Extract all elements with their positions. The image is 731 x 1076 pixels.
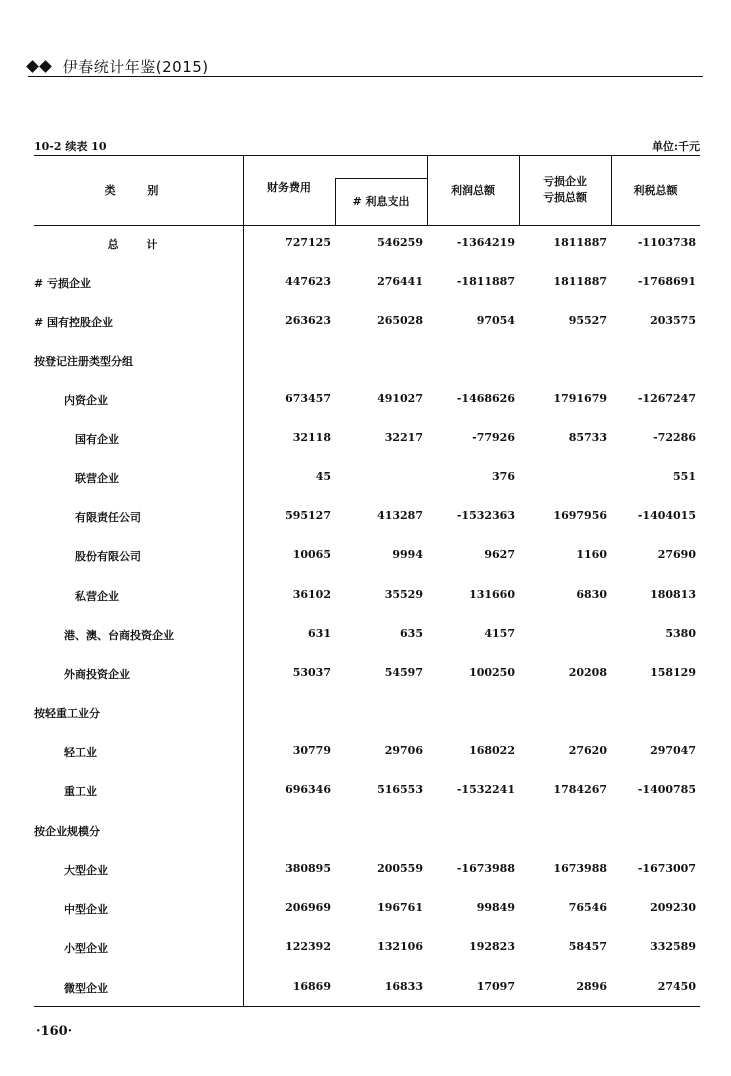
table-row — [34, 392, 700, 412]
cell-finance-cost: 696346 — [285, 783, 331, 796]
header-rule — [28, 76, 703, 77]
cell-finance-cost: 53037 — [292, 666, 331, 679]
cell-interest: 35529 — [384, 588, 423, 601]
running-header — [28, 56, 209, 77]
table-bottom-rule — [34, 1006, 700, 1007]
row-label: 中型企业 — [64, 903, 108, 916]
row-label: 微型企业 — [64, 982, 108, 995]
cell-loss: 2896 — [576, 980, 607, 993]
cell-interest: 132106 — [377, 940, 423, 953]
cell-loss: 1811887 — [553, 275, 607, 288]
cell-finance-cost: 206969 — [285, 901, 331, 914]
diamond-icon — [26, 60, 39, 73]
table-row — [34, 353, 700, 373]
row-label: # 亏损企业 — [34, 277, 92, 290]
cell-tax: 332589 — [650, 940, 696, 953]
header-interest: # 利息支出 — [352, 195, 410, 208]
cell-interest: 200559 — [377, 862, 423, 875]
cell-loss: 58457 — [568, 940, 607, 953]
cell-tax: 27690 — [657, 548, 696, 561]
cell-finance-cost: 45 — [315, 470, 331, 483]
section-label: 按轻重工业分 — [34, 707, 100, 720]
row-label: # 国有控股企业 — [34, 316, 114, 329]
row-label: 大型企业 — [64, 864, 108, 877]
cell-tax: -1404015 — [637, 509, 696, 522]
row-label: 重工业 — [64, 785, 97, 798]
cell-profit: 97054 — [476, 314, 515, 327]
header-loss — [519, 174, 611, 206]
table-row — [34, 666, 700, 686]
row-label: 总 计 — [107, 238, 170, 251]
cell-finance-cost: 10065 — [292, 548, 331, 561]
cell-loss: 1811887 — [553, 236, 607, 249]
cell-finance-cost: 727125 — [285, 236, 331, 249]
cell-loss: 20208 — [568, 666, 607, 679]
cell-loss: 1791679 — [553, 392, 607, 405]
cell-finance-cost: 30779 — [292, 744, 331, 757]
table-row — [34, 940, 700, 960]
cell-interest: 413287 — [377, 509, 423, 522]
cell-finance-cost: 16869 — [292, 980, 331, 993]
cell-profit: 131660 — [469, 588, 515, 601]
cell-finance-cost: 673457 — [285, 392, 331, 405]
cell-tax: -72286 — [653, 431, 696, 444]
cell-interest: 9994 — [392, 548, 423, 561]
cell-finance-cost: 36102 — [292, 588, 331, 601]
cell-profit: -1532241 — [456, 783, 515, 796]
table-row — [34, 314, 700, 334]
table-row — [34, 548, 700, 568]
cell-finance-cost: 122392 — [285, 940, 331, 953]
cell-tax: 209230 — [650, 901, 696, 914]
cell-profit: 376 — [492, 470, 515, 483]
table-row — [34, 862, 700, 882]
table-row — [34, 236, 700, 256]
cell-loss: 1697956 — [553, 509, 607, 522]
cell-tax: 158129 — [650, 666, 696, 679]
yearbook-title: 伊春统计年鉴(2015) — [62, 58, 209, 76]
cell-finance-cost: 380895 — [285, 862, 331, 875]
cell-tax: 27450 — [657, 980, 696, 993]
row-label: 联营企业 — [75, 472, 119, 485]
cell-finance-cost: 32118 — [292, 431, 331, 444]
cell-tax: 551 — [673, 470, 696, 483]
cell-profit: -77926 — [472, 431, 515, 444]
row-label: 国有企业 — [75, 433, 119, 446]
cell-finance-cost: 263623 — [285, 314, 331, 327]
cell-interest: 635 — [400, 627, 423, 640]
subheader-rule — [335, 178, 427, 179]
cell-tax: 5380 — [665, 627, 696, 640]
cell-interest: 265028 — [377, 314, 423, 327]
cell-interest: 516553 — [377, 783, 423, 796]
row-label: 内资企业 — [64, 394, 108, 407]
cell-interest: 276441 — [377, 275, 423, 288]
table-row — [34, 744, 700, 764]
table-id: 10-2 续表 10 — [34, 140, 107, 153]
table-header-rule — [34, 225, 700, 226]
cell-interest: 54597 — [384, 666, 423, 679]
cell-profit: 4157 — [484, 627, 515, 640]
cell-profit: -1532363 — [456, 509, 515, 522]
cell-loss: 1160 — [576, 548, 607, 561]
cell-tax: 203575 — [650, 314, 696, 327]
cell-tax: -1768691 — [637, 275, 696, 288]
cell-profit: 100250 — [469, 666, 515, 679]
cell-profit: 192823 — [469, 940, 515, 953]
table-top-rule — [34, 155, 700, 156]
header-tax: 利税总额 — [633, 184, 678, 197]
header-profit: 利润总额 — [451, 184, 495, 197]
cell-loss: 6830 — [576, 588, 607, 601]
table-row — [34, 980, 700, 1000]
table-row — [34, 627, 700, 647]
section-label: 按企业规模分 — [34, 825, 100, 838]
cell-interest: 16833 — [384, 980, 423, 993]
cell-tax: 297047 — [650, 744, 696, 757]
header-category: 类 别 — [104, 184, 173, 197]
cell-loss: 85733 — [568, 431, 607, 444]
page-number: ·160· — [36, 1024, 73, 1039]
cell-profit: 17097 — [476, 980, 515, 993]
cell-interest: 29706 — [384, 744, 423, 757]
cell-profit: -1364219 — [456, 236, 515, 249]
cell-profit: 9627 — [484, 548, 515, 561]
cell-loss: 76546 — [568, 901, 607, 914]
diamond-icon — [39, 60, 52, 73]
cell-tax: -1673007 — [637, 862, 696, 875]
cell-tax: -1400785 — [637, 783, 696, 796]
section-label: 按登记注册类型分组 — [34, 355, 133, 368]
cell-loss: 27620 — [568, 744, 607, 757]
cell-finance-cost: 595127 — [285, 509, 331, 522]
cell-profit: 168022 — [469, 744, 515, 757]
cell-loss: 95527 — [568, 314, 607, 327]
table-row — [34, 275, 700, 295]
cell-interest: 32217 — [384, 431, 423, 444]
unit-label: 单位:千元 — [651, 140, 700, 153]
cell-tax: -1103738 — [637, 236, 696, 249]
cell-loss: 1784267 — [553, 783, 607, 796]
table-row — [34, 705, 700, 725]
table-row — [34, 783, 700, 803]
row-label: 私营企业 — [75, 590, 119, 603]
table-row — [34, 823, 700, 843]
cell-profit: 99849 — [476, 901, 515, 914]
cell-interest: 196761 — [377, 901, 423, 914]
cell-loss: 1673988 — [553, 862, 607, 875]
cell-tax: 180813 — [650, 588, 696, 601]
row-label: 外商投资企业 — [64, 668, 130, 681]
table-row — [34, 431, 700, 451]
cell-tax: -1267247 — [637, 392, 696, 405]
row-label: 有限责任公司 — [75, 511, 141, 524]
row-label: 股份有限公司 — [75, 550, 141, 563]
table-row — [34, 470, 700, 490]
table-row — [34, 509, 700, 529]
cell-interest: 546259 — [377, 236, 423, 249]
cell-profit: -1468626 — [456, 392, 515, 405]
cell-finance-cost: 631 — [308, 627, 331, 640]
header-finance-cost: 财务费用 — [267, 181, 311, 194]
row-label: 港、澳、台商投资企业 — [64, 629, 174, 642]
row-label: 小型企业 — [64, 942, 108, 955]
table-row — [34, 588, 700, 608]
header-loss-line1: 亏损企业 — [543, 175, 587, 188]
cell-profit: -1673988 — [456, 862, 515, 875]
table-row — [34, 901, 700, 921]
cell-profit: -1811887 — [456, 275, 515, 288]
cell-interest: 491027 — [377, 392, 423, 405]
header-loss-line2: 亏损总额 — [543, 191, 587, 204]
cell-finance-cost: 447623 — [285, 275, 331, 288]
row-label: 轻工业 — [64, 746, 97, 759]
